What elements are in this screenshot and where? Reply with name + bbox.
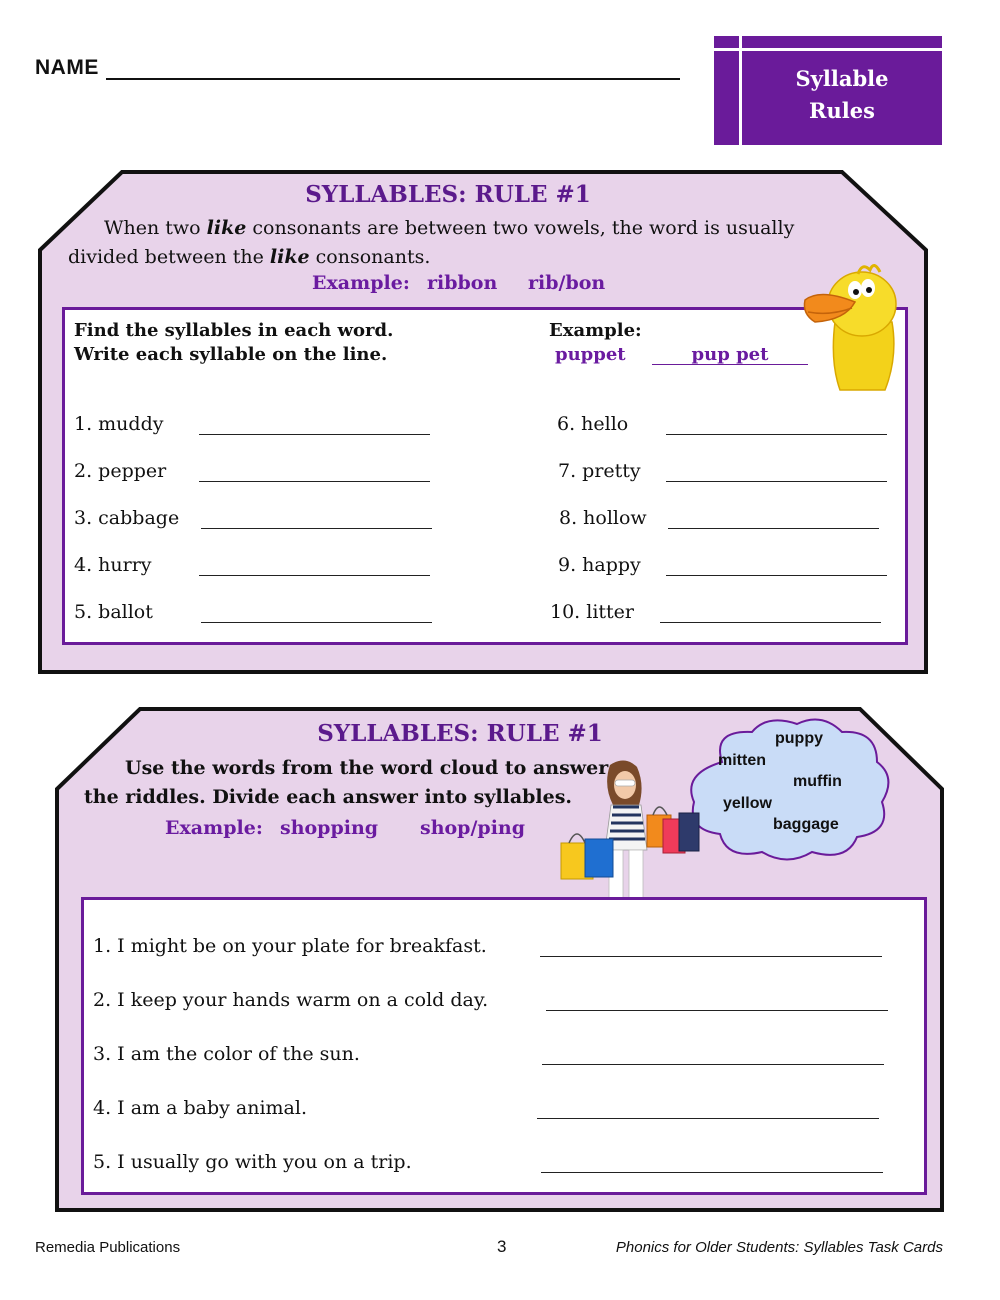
word-item: 3. cabbage (74, 507, 180, 529)
card-1-example-label: Example: (312, 272, 410, 294)
card-2-instruction-1: Use the words from the word cloud to answer (125, 757, 609, 779)
word-item: 4. hurry (74, 554, 152, 576)
answer-line[interactable] (660, 622, 881, 623)
cloud-word: puppy (775, 730, 823, 747)
riddle-item: 3. I am the color of the sun. (93, 1043, 360, 1065)
answer-line[interactable] (666, 481, 887, 482)
card-1-instruction-2: Write each syllable on the line. (74, 344, 388, 365)
card-1-inner-example-word: puppet (555, 344, 626, 365)
answer-line[interactable] (199, 575, 430, 576)
word-item: 8. hollow (559, 507, 647, 529)
title-line-2: Rules (809, 98, 875, 123)
name-label: NAME (35, 56, 99, 79)
card-1-heading: SYLLABLES: RULE #1 (305, 181, 591, 208)
card-2-instruction-2: the riddles. Divide each answer into syllables. (84, 786, 573, 808)
word-cloud (682, 712, 898, 866)
answer-line[interactable] (201, 622, 432, 623)
answer-line[interactable] (546, 1010, 888, 1011)
answer-line[interactable] (666, 575, 887, 576)
title-line-1: Syllable (795, 66, 889, 91)
riddle-item: 1. I might be on your plate for breakfast. (93, 935, 487, 957)
card-1-inner-example-label: Example: (549, 320, 642, 341)
cloud-word: muffin (793, 773, 842, 790)
card-1-example-word: ribbon (427, 272, 498, 294)
footer-publisher: Remedia Publications (35, 1239, 181, 1256)
answer-line[interactable] (542, 1064, 884, 1065)
answer-line[interactable] (668, 528, 879, 529)
riddle-item: 2. I keep your hands warm on a cold day. (93, 989, 489, 1011)
cloud-word: yellow (723, 795, 772, 812)
word-item: 1. muddy (74, 413, 164, 435)
shopper-icon (555, 755, 705, 900)
card-1-example-split: rib/bon (528, 272, 606, 294)
card-2-heading: SYLLABLES: RULE #1 (317, 720, 603, 747)
answer-line[interactable] (537, 1118, 879, 1119)
cloud-word: mitten (718, 752, 766, 769)
riddle-item: 5. I usually go with you on a trip. (93, 1151, 412, 1173)
answer-line[interactable] (540, 956, 882, 957)
footer-page-number: 3 (497, 1237, 507, 1256)
card-2-example-split: shop/ping (420, 817, 526, 839)
answer-line[interactable] (201, 528, 432, 529)
card-1-inner-example-answer: pup pet (691, 344, 769, 365)
word-item: 6. hello (557, 413, 629, 435)
answer-line[interactable] (199, 481, 430, 482)
footer-book-title: Phonics for Older Students: Syllables Task Cards (615, 1239, 943, 1256)
card-1-inner-example-line (652, 364, 808, 365)
answer-line[interactable] (541, 1172, 883, 1173)
answer-line[interactable] (666, 434, 887, 435)
card-2-example-word: shopping (280, 817, 379, 839)
card-1-rule-line-1: When two like consonants are between two vowels, the word is usually (104, 217, 795, 239)
card-1-instruction-1: Find the syllables in each word. (74, 320, 394, 341)
word-item: 10. litter (550, 601, 635, 623)
duck-puppet-icon (800, 262, 910, 392)
card-1-rule-line-2: divided between the like consonants. (68, 246, 431, 268)
word-item: 7. pretty (558, 460, 641, 482)
card-2-example-label: Example: (165, 817, 263, 839)
word-item: 5. ballot (74, 601, 153, 623)
cloud-word: baggage (773, 816, 839, 833)
riddle-item: 4. I am a baby animal. (93, 1097, 307, 1119)
answer-line[interactable] (199, 434, 430, 435)
word-item: 2. pepper (74, 460, 167, 482)
word-item: 9. happy (558, 554, 641, 576)
